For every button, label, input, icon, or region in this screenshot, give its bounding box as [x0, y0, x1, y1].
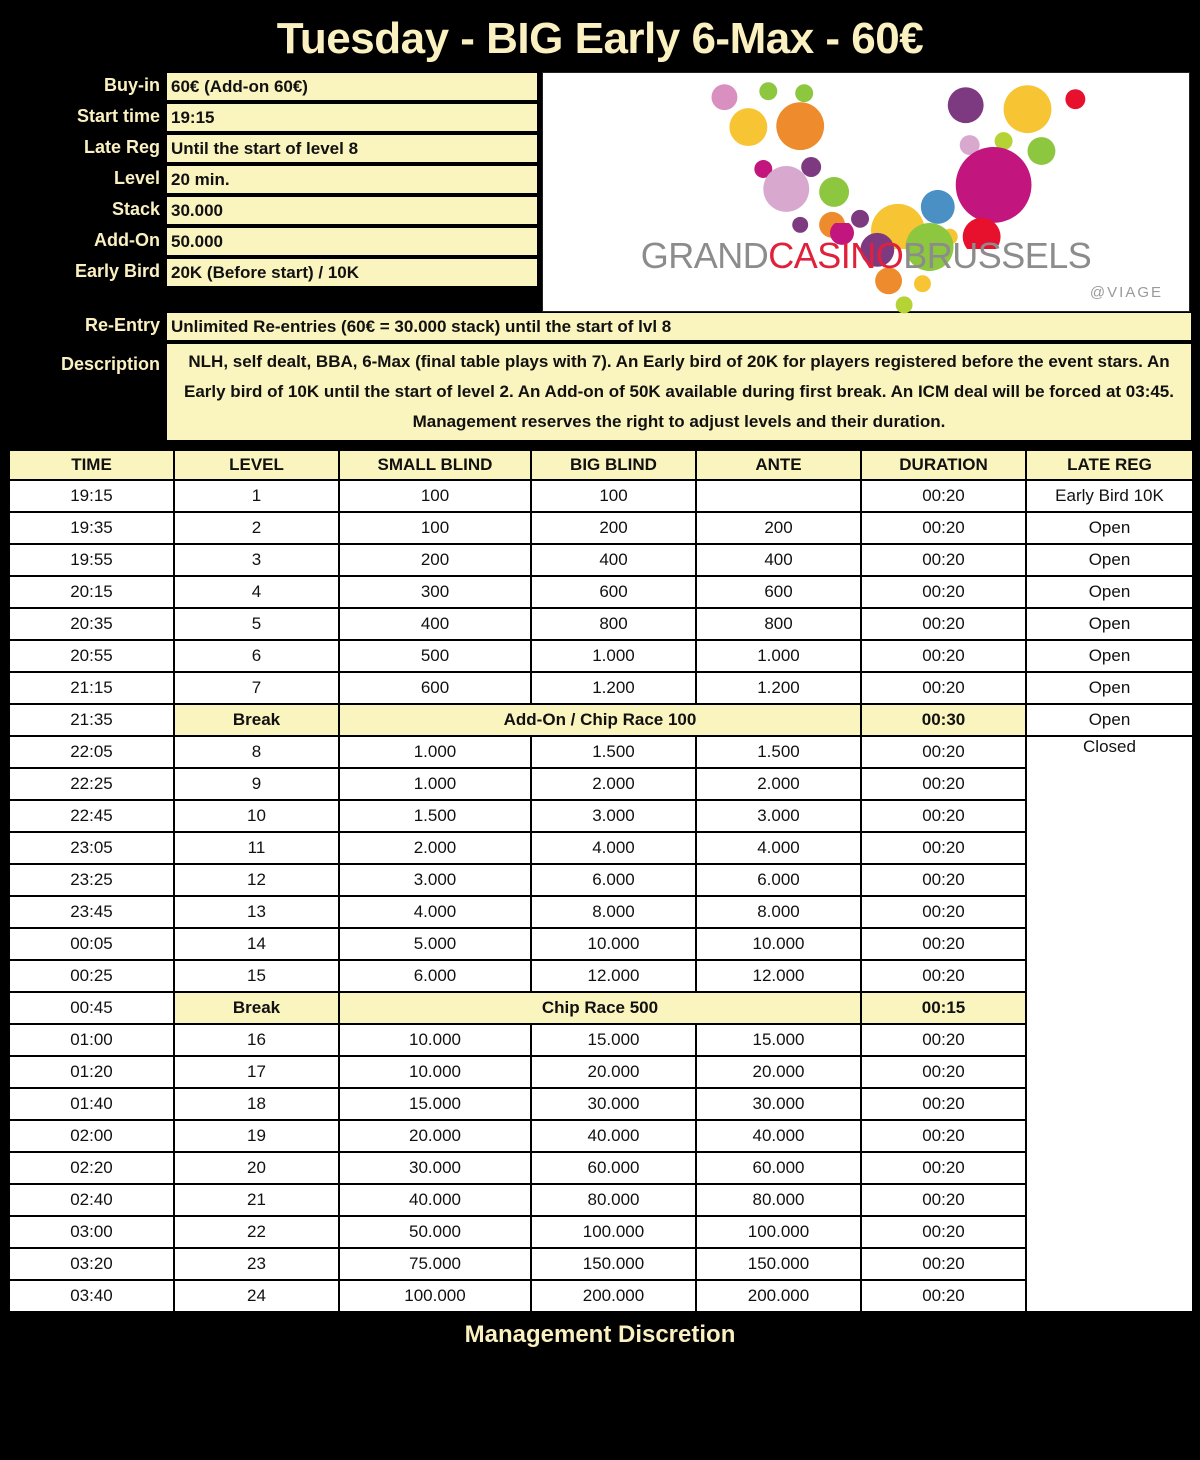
cell-ante: 400 [696, 544, 861, 576]
schedule-table-wrap [0, 443, 1200, 1313]
column-header: LEVEL [174, 450, 339, 480]
cell-level: 12 [174, 864, 339, 896]
table-row [9, 480, 1193, 512]
cell-time: 22:25 [9, 768, 174, 800]
cell-duration: 00:20 [861, 608, 1026, 640]
cell-time: 21:35 [9, 704, 174, 736]
logo-word-brussels: BRUSSELS [903, 235, 1092, 276]
cell-duration: 00:20 [861, 480, 1026, 512]
cell-time: 00:25 [9, 960, 174, 992]
cell-level: 3 [174, 544, 339, 576]
cell-small-blind: 2.000 [339, 832, 531, 864]
table-header-row [9, 450, 1193, 480]
cell-late-reg: Open [1026, 608, 1193, 640]
cell-ante: 12.000 [696, 960, 861, 992]
info-label: Early Bird [8, 258, 166, 287]
cell-small-blind: 75.000 [339, 1248, 531, 1280]
info-label: Start time [8, 103, 166, 132]
info-row [8, 134, 538, 163]
column-header: ANTE [696, 450, 861, 480]
info-value: 20K (Before start) / 10K [166, 258, 538, 287]
cell-duration: 00:20 [861, 1024, 1026, 1056]
table-row [9, 1088, 1193, 1120]
cell-time: 02:00 [9, 1120, 174, 1152]
footer-bar [0, 1313, 1200, 1357]
cell-ante: 200.000 [696, 1280, 861, 1312]
cell-big-blind: 200 [531, 512, 696, 544]
table-row [9, 960, 1193, 992]
cell-ante: 1.000 [696, 640, 861, 672]
cell-small-blind: 10.000 [339, 1056, 531, 1088]
cell-break-note: Chip Race 500 [339, 992, 861, 1024]
info-value: 30.000 [166, 196, 538, 225]
reentry-value: Unlimited Re-entries (60€ = 30.000 stack) until the start of lvl 8 [166, 312, 1192, 341]
cell-time: 20:15 [9, 576, 174, 608]
cell-big-blind: 1.500 [531, 736, 696, 768]
cell-level: 16 [174, 1024, 339, 1056]
cell-time: 03:20 [9, 1248, 174, 1280]
logo-word-grand: GRAND [640, 235, 769, 276]
cell-time: 19:35 [9, 512, 174, 544]
cell-big-blind: 100.000 [531, 1216, 696, 1248]
page-title: Tuesday - BIG Early 6-Max - 60€ [276, 14, 924, 63]
cell-level: 9 [174, 768, 339, 800]
cell-small-blind: 20.000 [339, 1120, 531, 1152]
cell-level: 7 [174, 672, 339, 704]
cell-small-blind: 300 [339, 576, 531, 608]
cell-duration: 00:20 [861, 864, 1026, 896]
cell-small-blind: 500 [339, 640, 531, 672]
cell-time: 23:05 [9, 832, 174, 864]
table-row [9, 1248, 1193, 1280]
table-row [9, 1056, 1193, 1088]
cell-small-blind: 3.000 [339, 864, 531, 896]
cell-small-blind: 1.000 [339, 768, 531, 800]
cell-ante: 30.000 [696, 1088, 861, 1120]
table-row [9, 768, 1193, 800]
cell-ante: 800 [696, 608, 861, 640]
cell-big-blind: 2.000 [531, 768, 696, 800]
cell-late-reg: Open [1026, 672, 1193, 704]
cell-ante: 20.000 [696, 1056, 861, 1088]
table-row [9, 736, 1193, 768]
cell-time: 19:55 [9, 544, 174, 576]
cell-level: 1 [174, 480, 339, 512]
cell-ante: 60.000 [696, 1152, 861, 1184]
table-row [9, 608, 1193, 640]
cell-duration: 00:20 [861, 512, 1026, 544]
info-label: Buy-in [8, 72, 166, 101]
cell-time: 19:15 [9, 480, 174, 512]
cell-ante: 4.000 [696, 832, 861, 864]
cell-time: 23:25 [9, 864, 174, 896]
casino-logo [542, 72, 1190, 312]
info-value: 20 min. [166, 165, 538, 194]
cell-big-blind: 60.000 [531, 1152, 696, 1184]
cell-duration: 00:20 [861, 960, 1026, 992]
table-row [9, 1024, 1193, 1056]
cell-duration: 00:20 [861, 640, 1026, 672]
cell-ante: 8.000 [696, 896, 861, 928]
cell-break-note: Add-On / Chip Race 100 [339, 704, 861, 736]
cell-level: Break [174, 992, 339, 1024]
cell-big-blind: 150.000 [531, 1248, 696, 1280]
cell-small-blind: 100 [339, 512, 531, 544]
cell-duration: 00:20 [861, 1280, 1026, 1312]
cell-small-blind: 50.000 [339, 1216, 531, 1248]
cell-duration: 00:20 [861, 800, 1026, 832]
cell-ante: 2.000 [696, 768, 861, 800]
table-row [9, 1152, 1193, 1184]
cell-big-blind: 400 [531, 544, 696, 576]
info-row [8, 196, 538, 225]
cell-duration: 00:15 [861, 992, 1026, 1024]
info-value: 50.000 [166, 227, 538, 256]
table-row [9, 1216, 1193, 1248]
break-row [9, 992, 1193, 1024]
cell-small-blind: 100.000 [339, 1280, 531, 1312]
cell-duration: 00:20 [861, 768, 1026, 800]
cell-level: 13 [174, 896, 339, 928]
cell-late-reg-closed: Closed [1026, 736, 1193, 1312]
info-value: Until the start of level 8 [166, 134, 538, 163]
cell-duration: 00:20 [861, 576, 1026, 608]
cell-time: 00:05 [9, 928, 174, 960]
cell-duration: 00:20 [861, 928, 1026, 960]
column-header: SMALL BLIND [339, 450, 531, 480]
cell-small-blind: 1.000 [339, 736, 531, 768]
description-value: NLH, self dealt, BBA, 6-Max (final table plays with 7). An Early bird of 20K for players registered before the event stars. An Early bird of 10K until the start of level 2. An Add-on of 50K available during first break. An ICM deal will be forced at 03:45. Management reserves the right to adjust levels and their duration. [166, 343, 1192, 441]
info-label: Add-On [8, 227, 166, 256]
cell-level: 5 [174, 608, 339, 640]
info-row [8, 103, 538, 132]
cell-time: 01:20 [9, 1056, 174, 1088]
info-label: Level [8, 165, 166, 194]
cell-late-reg: Open [1026, 640, 1193, 672]
cell-time: 02:40 [9, 1184, 174, 1216]
logo-wordmark [543, 235, 1189, 277]
blind-structure-table [8, 449, 1194, 1313]
cell-duration: 00:20 [861, 1216, 1026, 1248]
cell-time: 03:00 [9, 1216, 174, 1248]
info-label: Stack [8, 196, 166, 225]
cell-small-blind: 400 [339, 608, 531, 640]
column-header: TIME [9, 450, 174, 480]
logo-word-casino: CASINO [768, 235, 904, 276]
cell-duration: 00:20 [861, 736, 1026, 768]
cell-small-blind: 5.000 [339, 928, 531, 960]
cell-big-blind: 4.000 [531, 832, 696, 864]
cell-ante: 1.500 [696, 736, 861, 768]
cell-level: 6 [174, 640, 339, 672]
cell-duration: 00:20 [861, 544, 1026, 576]
cell-level: Break [174, 704, 339, 736]
cell-duration: 00:20 [861, 1152, 1026, 1184]
cell-ante: 6.000 [696, 864, 861, 896]
cell-big-blind: 600 [531, 576, 696, 608]
cell-level: 18 [174, 1088, 339, 1120]
info-label: Late Reg [8, 134, 166, 163]
cell-duration: 00:20 [861, 1088, 1026, 1120]
cell-time: 20:35 [9, 608, 174, 640]
cell-time: 03:40 [9, 1280, 174, 1312]
table-row [9, 896, 1193, 928]
cell-time: 23:45 [9, 896, 174, 928]
info-detail-list [8, 72, 538, 312]
description-row [0, 343, 1200, 441]
cell-level: 4 [174, 576, 339, 608]
cell-big-blind: 10.000 [531, 928, 696, 960]
cell-small-blind: 6.000 [339, 960, 531, 992]
info-row [8, 258, 538, 287]
table-row [9, 1280, 1193, 1312]
cell-level: 20 [174, 1152, 339, 1184]
cell-small-blind: 100 [339, 480, 531, 512]
cell-duration: 00:20 [861, 1056, 1026, 1088]
cell-duration: 00:20 [861, 832, 1026, 864]
info-row [8, 72, 538, 101]
cell-big-blind: 800 [531, 608, 696, 640]
cell-small-blind: 10.000 [339, 1024, 531, 1056]
cell-small-blind: 30.000 [339, 1152, 531, 1184]
cell-late-reg: Open [1026, 576, 1193, 608]
cell-time: 02:20 [9, 1152, 174, 1184]
table-row [9, 800, 1193, 832]
info-row [8, 165, 538, 194]
table-row [9, 576, 1193, 608]
cell-time: 01:00 [9, 1024, 174, 1056]
cell-small-blind: 4.000 [339, 896, 531, 928]
cell-late-reg: Open [1026, 512, 1193, 544]
reentry-label: Re-Entry [8, 312, 166, 341]
cell-time: 20:55 [9, 640, 174, 672]
cell-small-blind: 15.000 [339, 1088, 531, 1120]
table-row [9, 544, 1193, 576]
info-value: 60€ (Add-on 60€) [166, 72, 538, 101]
footer-text: Management Discretion [464, 1321, 736, 1348]
cell-big-blind: 80.000 [531, 1184, 696, 1216]
cell-big-blind: 40.000 [531, 1120, 696, 1152]
cell-ante: 200 [696, 512, 861, 544]
cell-level: 2 [174, 512, 339, 544]
cell-ante: 150.000 [696, 1248, 861, 1280]
cell-small-blind: 40.000 [339, 1184, 531, 1216]
cell-ante: 10.000 [696, 928, 861, 960]
cell-level: 24 [174, 1280, 339, 1312]
cell-time: 22:05 [9, 736, 174, 768]
title-bar [0, 0, 1200, 72]
cell-big-blind: 30.000 [531, 1088, 696, 1120]
table-row [9, 928, 1193, 960]
cell-time: 01:40 [9, 1088, 174, 1120]
cell-late-reg: Early Bird 10K [1026, 480, 1193, 512]
cell-level: 8 [174, 736, 339, 768]
cell-level: 17 [174, 1056, 339, 1088]
cell-small-blind: 200 [339, 544, 531, 576]
cell-ante: 3.000 [696, 800, 861, 832]
cell-time: 22:45 [9, 800, 174, 832]
cell-big-blind: 15.000 [531, 1024, 696, 1056]
cell-ante [696, 480, 861, 512]
logo-subtitle: @VIAGE [1089, 284, 1163, 301]
cell-big-blind: 6.000 [531, 864, 696, 896]
cell-ante: 40.000 [696, 1120, 861, 1152]
cell-duration: 00:20 [861, 1184, 1026, 1216]
cell-ante: 1.200 [696, 672, 861, 704]
table-row [9, 864, 1193, 896]
table-row [9, 640, 1193, 672]
info-value: 19:15 [166, 103, 538, 132]
cell-duration: 00:20 [861, 1120, 1026, 1152]
cell-ante: 80.000 [696, 1184, 861, 1216]
cell-big-blind: 3.000 [531, 800, 696, 832]
info-row [8, 227, 538, 256]
cell-big-blind: 100 [531, 480, 696, 512]
cell-level: 23 [174, 1248, 339, 1280]
cell-level: 19 [174, 1120, 339, 1152]
cell-small-blind: 1.500 [339, 800, 531, 832]
cell-late-reg: Open [1026, 704, 1193, 736]
table-row [9, 1184, 1193, 1216]
table-row [9, 672, 1193, 704]
column-header: LATE REG [1026, 450, 1193, 480]
cell-duration: 00:20 [861, 672, 1026, 704]
cell-time: 21:15 [9, 672, 174, 704]
cell-big-blind: 20.000 [531, 1056, 696, 1088]
cell-big-blind: 1.200 [531, 672, 696, 704]
column-header: DURATION [861, 450, 1026, 480]
column-header: BIG BLIND [531, 450, 696, 480]
cell-level: 22 [174, 1216, 339, 1248]
cell-ante: 600 [696, 576, 861, 608]
cell-duration: 00:20 [861, 1248, 1026, 1280]
table-row [9, 1120, 1193, 1152]
cell-level: 21 [174, 1184, 339, 1216]
cell-duration: 00:30 [861, 704, 1026, 736]
cell-late-reg: Open [1026, 544, 1193, 576]
cell-level: 11 [174, 832, 339, 864]
break-row [9, 704, 1193, 736]
cell-big-blind: 8.000 [531, 896, 696, 928]
table-row [9, 512, 1193, 544]
cell-ante: 15.000 [696, 1024, 861, 1056]
cell-duration: 00:20 [861, 896, 1026, 928]
info-section [0, 72, 1200, 312]
table-row [9, 832, 1193, 864]
description-label: Description [8, 343, 166, 441]
cell-big-blind: 1.000 [531, 640, 696, 672]
cell-level: 10 [174, 800, 339, 832]
cell-level: 15 [174, 960, 339, 992]
cell-time: 00:45 [9, 992, 174, 1024]
cell-big-blind: 12.000 [531, 960, 696, 992]
cell-level: 14 [174, 928, 339, 960]
cell-big-blind: 200.000 [531, 1280, 696, 1312]
cell-small-blind: 600 [339, 672, 531, 704]
cell-ante: 100.000 [696, 1216, 861, 1248]
